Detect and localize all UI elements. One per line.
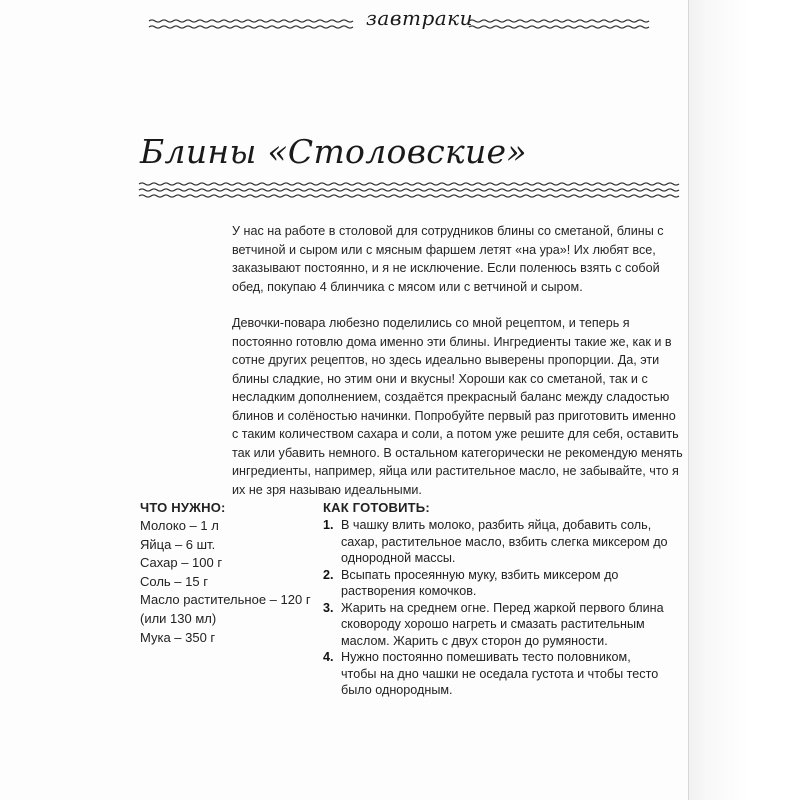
- intro-paragraph: У нас на работе в столовой для сотрудников блины со сметаной, блины с ветчиной и сыром или с мясным фаршем летят «на ура»! Их любят все, заказывают постоянно, и я не исключение. Если поленюсь взять с собой обед, покупаю 4 блинчика с мясом или с ветчиной и сыром.: [232, 224, 664, 294]
- steps-heading: КАК ГОТОВИТЬ:: [323, 500, 430, 515]
- step-text: Жарить на среднем огне. Перед жаркой первого блина сковороду хорошо нагреть и смазать растительным маслом. Жарить с двух сторон до румяности.: [341, 600, 664, 648]
- step-number: 3.: [323, 600, 334, 615]
- ingredient-item: Масло растительное – 120 г: [140, 592, 311, 608]
- recipe-title: Блины «Столовские»: [140, 132, 527, 171]
- page-edge: [688, 0, 800, 800]
- section-title: завтраки: [366, 6, 473, 30]
- step-text: Нужно постоянно помешивать тесто половником, чтобы на дно чашки не оседала густота и чтобы тесто было однородным.: [341, 650, 659, 697]
- step-text: Всыпать просеянную муку, взбить миксером до растворения комочков.: [341, 567, 619, 598]
- intro-text: [232, 222, 684, 517]
- ingredient-item: Соль – 15 г: [140, 573, 208, 589]
- step-item: [323, 649, 668, 699]
- step-number: 2.: [323, 567, 334, 582]
- step-item: [323, 600, 668, 650]
- ingredient-item: Молоко – 1 л: [140, 518, 219, 533]
- ingredient-item: Сахар – 100 г: [140, 555, 223, 571]
- section-header: [148, 6, 653, 36]
- header-wave-left: [148, 6, 358, 36]
- ingredient-item: Яйца – 6 шт.: [140, 536, 216, 552]
- steps-list: [323, 517, 668, 699]
- ingredients-heading: ЧТО НУЖНО:: [140, 500, 226, 515]
- header-wave-right: [468, 6, 653, 36]
- step-number: 1.: [323, 518, 334, 532]
- ingredients-list: [140, 517, 315, 647]
- step-item: [323, 567, 668, 600]
- step-item: [323, 517, 668, 567]
- ingredient-item: Мука – 350 г: [140, 629, 216, 645]
- steps-column: [323, 499, 668, 699]
- ingredients-column: [140, 499, 315, 647]
- intro-paragraph: Девочки-повара любезно поделились со мной рецептом, и теперь я постоянно готовлю дома именно эти блины. Ингредиенты такие же, как и в сотне других рецептов, но здесь идеально выверены пропорции. Да, эти блины сладкие, но этим они и вкусны! Хороши как со сметаной, так и с несладким дополнением, создаётся прекрасный баланс между сладостью блинов и солёностью начинки. Попробуйте первый раз приготовить именно с таким количеством сахара и соли, а потом уже решите для себя, оставить так или убавить немного. В остальном категорически не рекомендую менять ингредиенты, например, яйца или растительное масло, не забывайте, что я их не зря называю идеальными.: [232, 316, 683, 497]
- step-number: 4.: [323, 650, 334, 664]
- ingredient-item: (или 130 мл): [140, 610, 217, 626]
- title-wave-divider: [138, 178, 683, 200]
- step-text: В чашку влить молоко, разбить яйца, добавить соль, сахар, растительное масло, взбить слегка миксером до однородной массы.: [341, 518, 668, 565]
